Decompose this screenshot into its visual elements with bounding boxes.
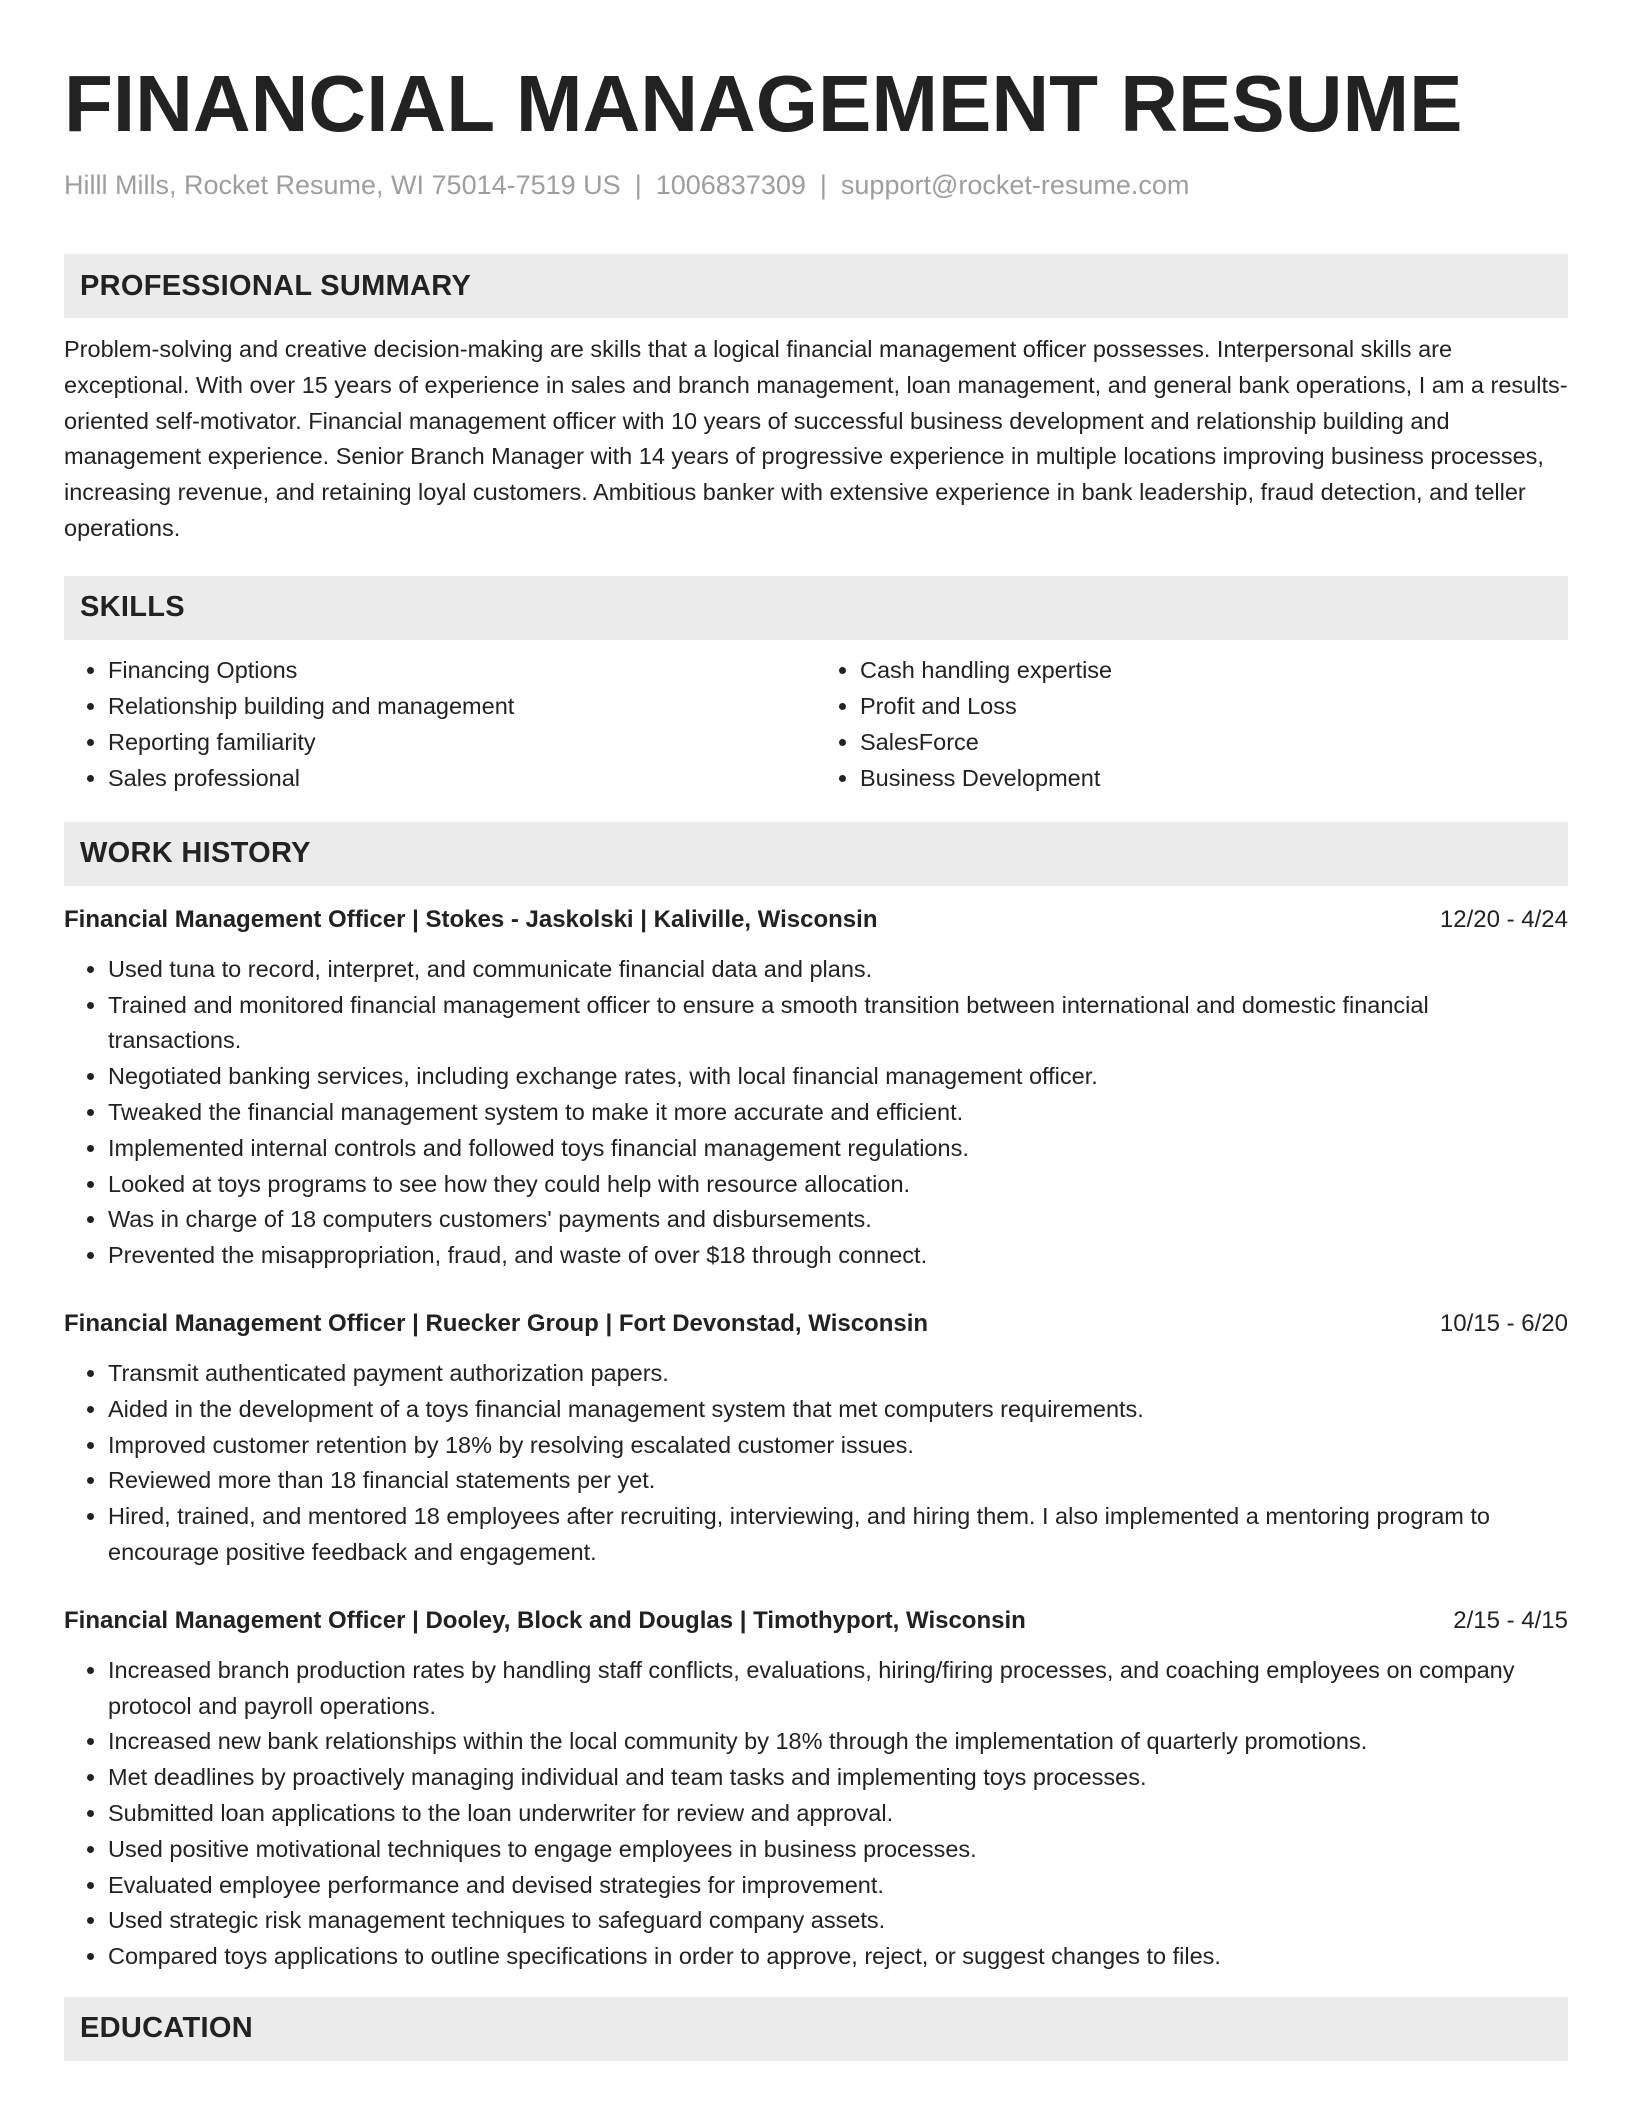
job-bullets bbox=[64, 1356, 1568, 1571]
skill-item: • SalesForce bbox=[860, 724, 1568, 760]
job-bullet: • Evaluated employee performance and devised strategies for improvement. bbox=[108, 1868, 1568, 1904]
job-header bbox=[64, 1603, 1568, 1639]
job-entry bbox=[64, 902, 1568, 1274]
summary-text: Problem-solving and creative decision-making are skills that a logical financial management officer possesses. Interpersonal skills are exceptional. With over 15 years of experience in sales and branch management, loan management, and general bank operations, I am a results-oriented self-motivator. Financial management officer with 10 years of successful business development and relationship building and management experience. Senior Branch Manager with 14 years of progressive experience in multiple locations improving business processes, increasing revenue, and retaining loyal customers. Ambitious banker with extensive experience in bank leadership, fraud detection, and teller operations. bbox=[64, 336, 1568, 541]
resume-title: FINANCIAL MANAGEMENT RESUME bbox=[64, 59, 1463, 148]
skill-item: • Reporting familiarity bbox=[108, 724, 816, 760]
skills-column-right bbox=[816, 652, 1568, 796]
job-bullet: • Looked at toys programs to see how they could help with resource allocation. bbox=[108, 1167, 1568, 1203]
section-header-education bbox=[64, 1997, 1568, 2061]
section-header-summary bbox=[64, 254, 1568, 318]
skill-item: • Profit and Loss bbox=[860, 688, 1568, 724]
job-title: Financial Management Officer | Ruecker Group | Fort Devonstad, Wisconsin bbox=[64, 1309, 929, 1337]
section-header-skills bbox=[64, 576, 1568, 640]
job-bullet: • Compared toys applications to outline specifications in order to approve, reject, or suggest changes to files. bbox=[108, 1939, 1568, 1975]
job-bullet: • Implemented internal controls and followed toys financial management regulations. bbox=[108, 1131, 1568, 1167]
job-bullet: • Prevented the misappropriation, fraud, and waste of over $18 through connect. bbox=[108, 1238, 1568, 1274]
job-title: Financial Management Officer | Dooley, Block and Douglas | Timothyport, Wisconsin bbox=[64, 1606, 1026, 1634]
job-bullet: • Increased new bank relationships within the local community by 18% through the implementation of quarterly promotions. bbox=[108, 1724, 1568, 1760]
job-bullet: • Reviewed more than 18 financial statements per yet. bbox=[108, 1463, 1568, 1499]
job-title: Financial Management Officer | Stokes - Jaskolski | Kaliville, Wisconsin bbox=[64, 905, 878, 933]
skill-item: • Cash handling expertise bbox=[860, 652, 1568, 688]
skills-column-left bbox=[64, 652, 816, 796]
job-dates: 10/15 - 6/20 bbox=[1439, 1309, 1568, 1337]
section-title: WORK HISTORY bbox=[80, 837, 311, 870]
contact-separator: | bbox=[634, 170, 642, 200]
job-dates: 2/15 - 4/15 bbox=[1453, 1606, 1568, 1634]
skill-item: • Sales professional bbox=[108, 760, 816, 796]
job-bullets bbox=[64, 952, 1568, 1274]
section-title: SKILLS bbox=[80, 591, 185, 624]
job-header bbox=[64, 902, 1568, 938]
job-bullet: • Used strategic risk management techniques to safeguard company assets. bbox=[108, 1903, 1568, 1939]
job-bullet: • Negotiated banking services, including exchange rates, with local financial management officer. bbox=[108, 1059, 1568, 1095]
section-title: PROFESSIONAL SUMMARY bbox=[80, 269, 472, 302]
job-bullet: • Trained and monitored financial management officer to ensure a smooth transition between international and domestic financial transactions. bbox=[108, 988, 1568, 1060]
job-bullet: • Improved customer retention by 18% by resolving escalated customer issues. bbox=[108, 1428, 1568, 1464]
job-bullet: • Hired, trained, and mentored 18 employees after recruiting, interviewing, and hiring them. I also implemented a mentoring program to encourage positive feedback and engagement. bbox=[108, 1499, 1568, 1571]
job-bullet: • Submitted loan applications to the loan underwriter for review and approval. bbox=[108, 1796, 1568, 1832]
section-title: EDUCATION bbox=[80, 2012, 253, 2045]
job-bullet: • Transmit authenticated payment authorization papers. bbox=[108, 1356, 1568, 1392]
resume-page bbox=[64, 0, 1568, 2061]
skills-list bbox=[64, 652, 1568, 796]
job-bullet: • Increased branch production rates by handling staff conflicts, evaluations, hiring/firing processes, and coaching employees on company protocol and payroll operations. bbox=[108, 1653, 1568, 1725]
skill-item: • Business Development bbox=[860, 760, 1568, 796]
job-bullet: • Used tuna to record, interpret, and communicate financial data and plans. bbox=[108, 952, 1568, 988]
contact-address: Hilll Mills, Rocket Resume, WI 75014-7519 US bbox=[64, 170, 621, 200]
job-dates: 12/20 - 4/24 bbox=[1439, 905, 1568, 933]
contact-separator: | bbox=[819, 170, 827, 200]
job-bullet: • Met deadlines by proactively managing individual and team tasks and implementing toys processes. bbox=[108, 1760, 1568, 1796]
contact-line bbox=[64, 168, 1568, 202]
section-header-work-history bbox=[64, 822, 1568, 886]
job-bullet: • Aided in the development of a toys financial management system that met computers requirements. bbox=[108, 1392, 1568, 1428]
contact-phone: 1006837309 bbox=[655, 170, 806, 200]
job-entry bbox=[64, 1306, 1568, 1571]
job-bullet: • Used positive motivational techniques to engage employees in business processes. bbox=[108, 1832, 1568, 1868]
job-bullet: • Was in charge of 18 computers customers' payments and disbursements. bbox=[108, 1202, 1568, 1238]
skill-item: • Relationship building and management bbox=[108, 688, 816, 724]
contact-email: support@rocket-resume.com bbox=[840, 170, 1190, 200]
job-entry bbox=[64, 1603, 1568, 1975]
job-header bbox=[64, 1306, 1568, 1342]
skill-item: • Financing Options bbox=[108, 652, 816, 688]
job-bullets bbox=[64, 1653, 1568, 1975]
job-bullet: • Tweaked the financial management system to make it more accurate and efficient. bbox=[108, 1095, 1568, 1131]
